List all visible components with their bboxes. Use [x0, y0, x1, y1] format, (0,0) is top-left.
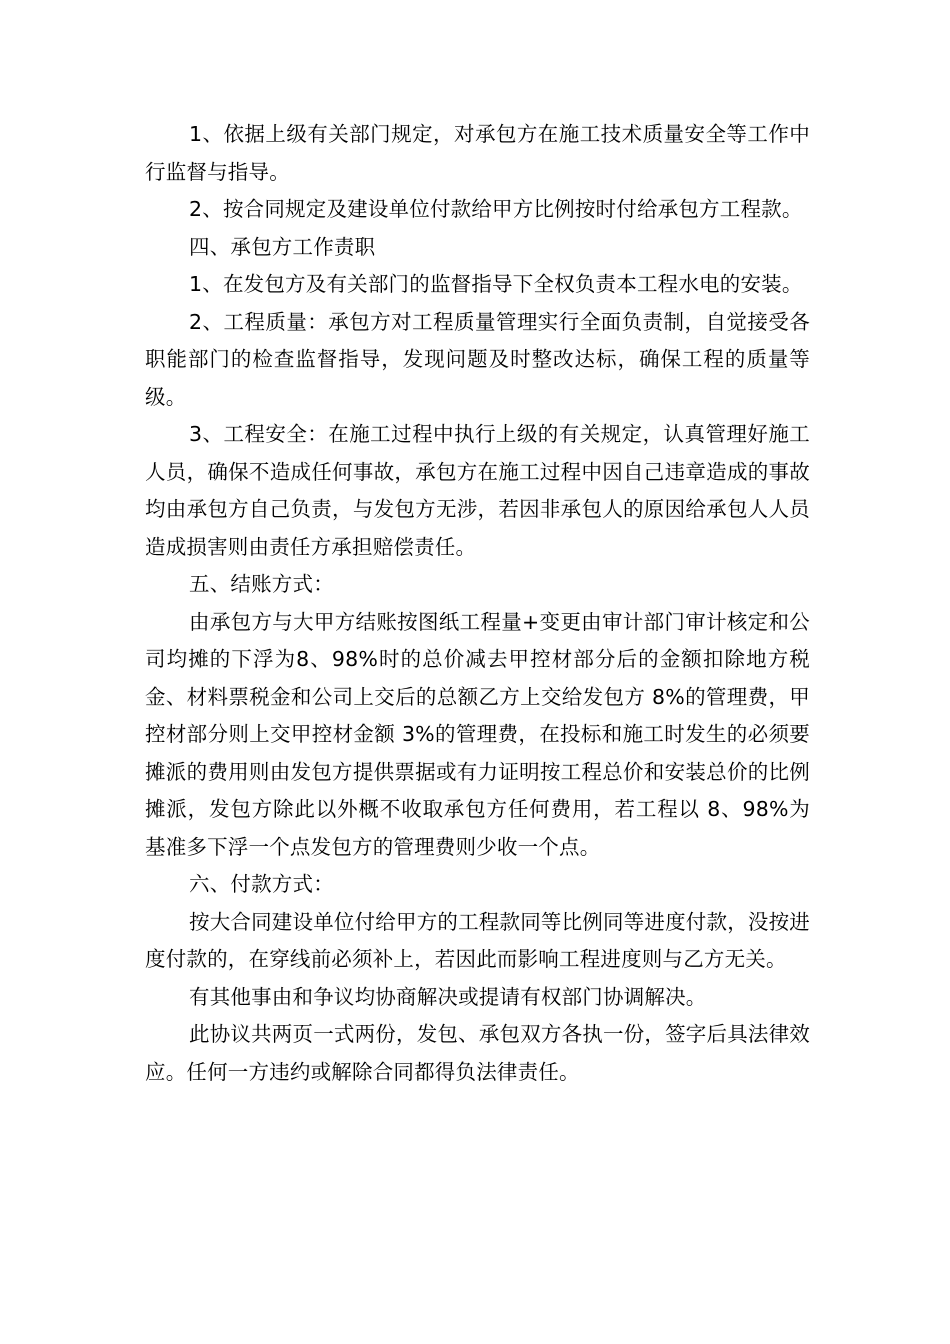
document-body [145, 116, 810, 1091]
paragraph-dispute-resolution: 有其他事由和争议均协商解决或提请有权部门协调解决。 [189, 984, 707, 1009]
paragraph-safety: 3、工程安全：在施工过程中执行上级的有关规定，认真管理好施工人员，确保不造成任何事故，承包方在施工过程中因自己违章造成的事故均由承包方自己负责，与发包方无涉，若因非承包人的原因给承包人人员造成损害则由责任方承担赔偿责任。 [145, 422, 810, 559]
paragraph-installation-responsibility: 1、在发包方及有关部门的监督指导下全权负责本工程水电的安装。 [189, 272, 803, 296]
section-heading-payment-method: 六、付款方式： [189, 872, 334, 896]
paragraph-supervision: 1、依据上级有关部门规定，对承包方在施工技术质量安全等工作中 行监督与指导。 [145, 122, 810, 184]
paragraph-quality: 2、工程质量：承包方对工程质量管理实行全面负责制，自觉接受各职能部门的检查监督指导，发现问题及时整改达标，确保工程的质量等级。 [145, 309, 810, 409]
section-heading-settlement: 五、结账方式： [189, 572, 334, 596]
paragraph-agreement-validity: 此协议共两页一式两份，发包、承包双方各执一份，签字后具法律效应。任何一方违约或解除合同都得负法律责任。 [145, 1022, 810, 1084]
paragraph-payment-ratio: 2、按合同规定及建设单位付款给甲方比例按时付给承包方工程款。 [189, 197, 803, 221]
paragraph-payment-terms: 按大合同建设单位付给甲方的工程款同等比例同等进度付款，没按进度付款的，在穿线前必须补上，若因此而影响工程进度则与乙方无关。 [145, 909, 810, 971]
paragraph-settlement-terms: 由承包方与大甲方结账按图纸工程量+变更由审计部门审计核定和公司均摊的下浮为8、98%时的总价减去甲控材部分后的金额扣除地方税金、材料票税金和公司上交后的总额乙方上交给发包方 8%的管理费，甲控材部分则上交甲控材金额 3%的管理费，在投标和施工时发生的必须要摊派的费用则由发包方提供票据或有力证明按工程总价和安装总价的比例摊派，发包方除此以外概不收取承包方任何费用，若工程以 8、98%为基准多下浮一个点发包方的管理费则少收一个点。 [145, 609, 810, 859]
section-heading-contractor-duties: 四、承包方工作责职 [189, 234, 376, 259]
